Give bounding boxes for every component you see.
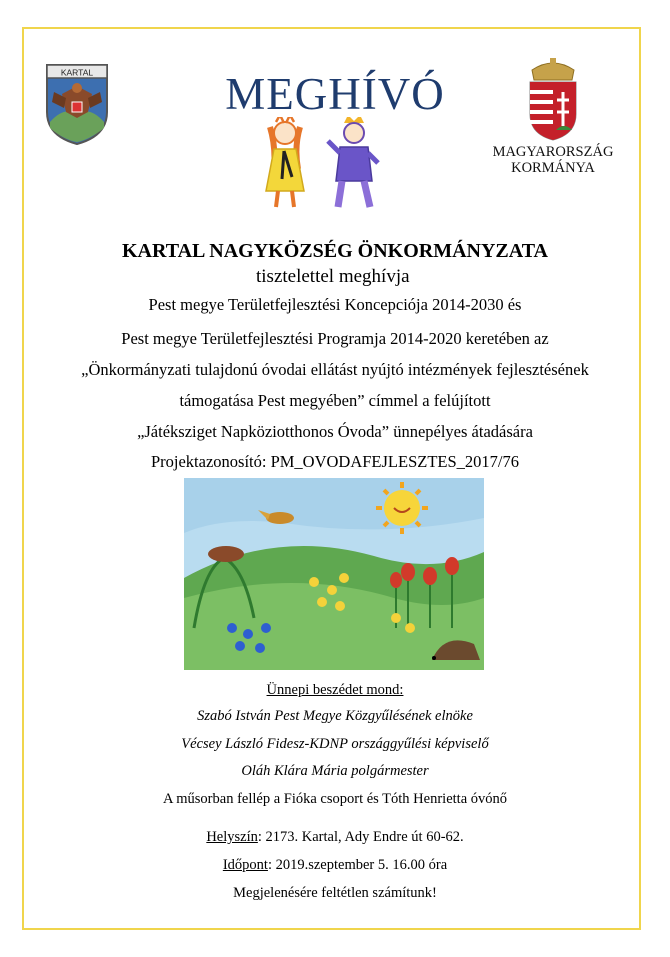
hungarian-government-logo-icon (488, 56, 618, 176)
time-line (0, 857, 670, 874)
invites-text: tisztelettel meghívja (256, 266, 410, 287)
project-id: Projektazonosító: PM_OVODAFEJLESZTES_2017/76 (150, 452, 520, 471)
children-drawing-illustration (262, 117, 382, 209)
program-line: Pest megye Területfejlesztési Programja 2014-2020 keretében az (121, 329, 549, 348)
performers-text: A műsorban fellép a Fióka csoport és Tóth Henrietta óvónő (162, 791, 508, 807)
venue-value: : 2173. Kartal, Ady Endre út 60-62. (257, 829, 464, 845)
time-label: Időpont (222, 857, 268, 873)
venue-line (0, 829, 670, 846)
venue-label: Helyszín (206, 829, 258, 845)
speaker-3: Oláh Klára Mária polgármester (241, 763, 429, 779)
garden-painting-illustration (184, 478, 484, 670)
speeches-heading: Ünnepi beszédet mond: (266, 682, 404, 698)
kindergarten-line: „Játéksziget Napköziotthonos Óvoda” ünnepélyes átadására (137, 422, 533, 441)
speaker-1: Szabó István Pest Megye Közgyűlésének elnöke (197, 708, 473, 724)
concept-line: Pest megye Területfejlesztési Koncepciója 2014-2030 és (148, 295, 522, 314)
closing-text: Megjelenésére feltétlen számítunk! (233, 885, 437, 901)
project-title-line2: támogatása Pest megyében” címmel a felújított (179, 391, 491, 410)
project-title-line1: „Önkormányzati tulajdonú óvodai ellátást nyújtó intézmények fejlesztésének (81, 360, 589, 379)
gov-logo-line1: MAGYARORSZÁG (492, 144, 614, 160)
gov-logo-line2: KORMÁNYA (511, 160, 595, 176)
organization-name: KARTAL NAGYKÖZSÉG ÖNKORMÁNYZATA (122, 240, 548, 262)
coat-of-arms-label: KARTAL (60, 67, 94, 78)
speaker-2: Vécsey László Fidesz-KDNP országgyűlési képviselő (181, 736, 489, 752)
invitation-title: MEGHÍVÓ (225, 69, 445, 119)
time-value: : 2019.szeptember 5. 16.00 óra (267, 857, 448, 873)
